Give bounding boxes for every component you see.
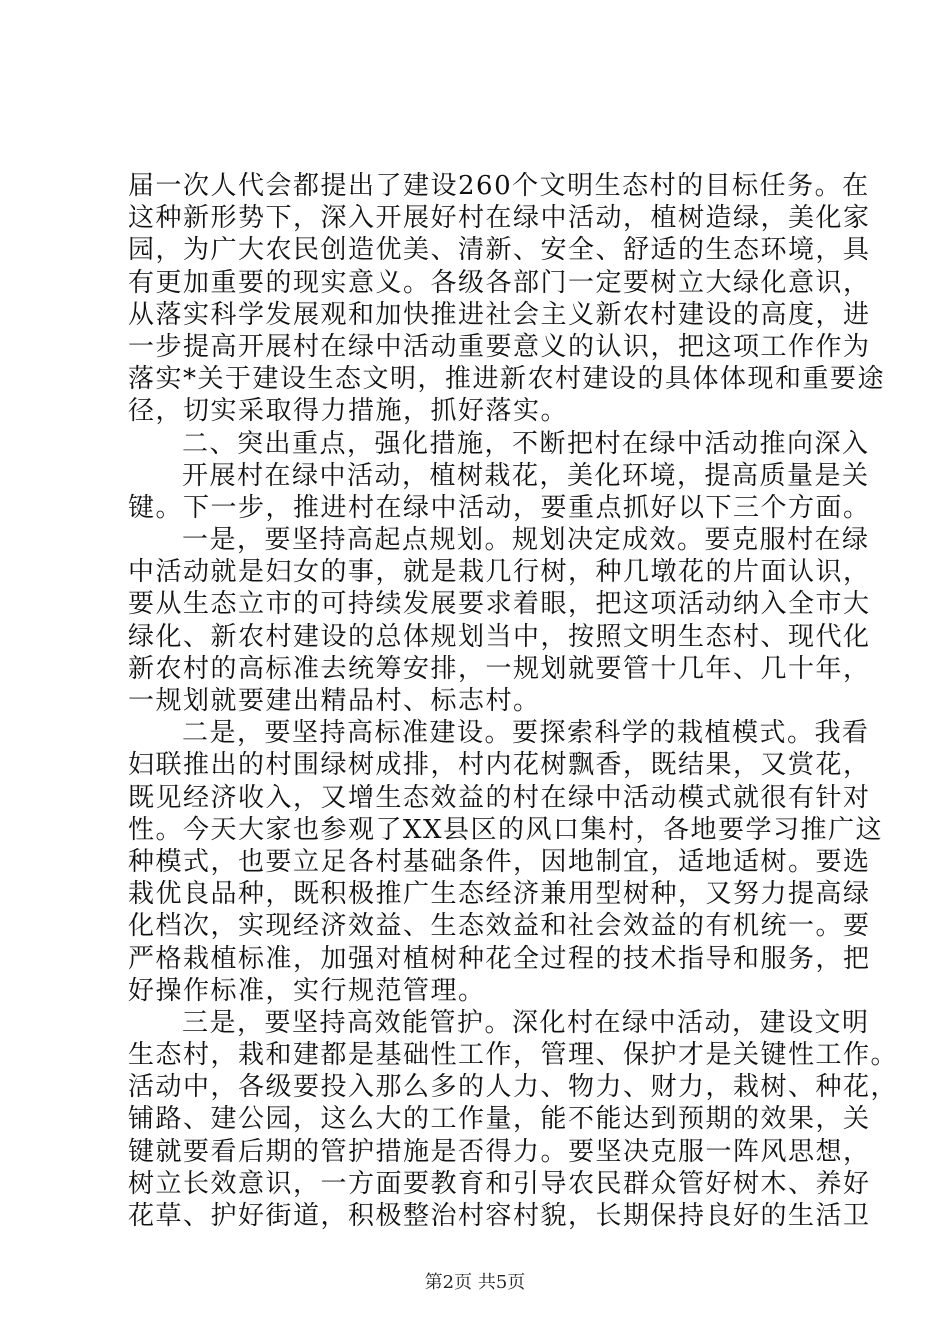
text-line: 落实*关于建设生态文明，推进新农村建设的具体体现和重要途: [128, 364, 886, 395]
text-line: 栽优良品种，既积极推广生态经济兼用型树种，又努力提高绿: [128, 879, 871, 910]
text-line: 树立长效意识，一方面要教育和引导农民群众管好树木、养好: [128, 1168, 871, 1199]
text-line: 性。今天大家也参观了XX县区的风口集村，各地要学习推广这: [128, 814, 884, 845]
text-line: 二、突出重点，强化措施，不断把村在绿中活动推向深入: [182, 428, 870, 459]
text-line: 种模式，也要立足各村基础条件，因地制宜，适地适树。要选: [128, 846, 871, 877]
text-line: 妇联推出的村围绿树成排，村内花树飘香，既结果，又赏花，: [128, 750, 871, 781]
text-line: 届一次人代会都提出了建设260个文明生态村的目标任务。在: [128, 171, 870, 201]
text-line: 严格栽植标准，加强对植树种花全过程的技术指导和服务，把: [128, 943, 871, 974]
text-line: 好操作标准，实行规范管理。: [128, 975, 486, 1006]
text-line: 一规划就要建出精品村、标志村。: [128, 686, 541, 716]
text-line: 花草、护好街道，积极整治村容村貌，长期保持良好的生活卫: [128, 1201, 871, 1231]
text-line: 二是，要坚持高标准建设。要探索科学的栽植模式。我看: [182, 718, 870, 749]
document-body: [128, 170, 899, 1232]
text-line: 园，为广大农民创造优美、清新、安全、舒适的生态环境，具: [128, 235, 871, 266]
text-line: 从落实科学发展观和加快推进社会主义新农村建设的高度，进: [128, 299, 871, 330]
text-line: 三是，要坚持高效能管护。深化村在绿中活动，建设文明: [182, 1007, 870, 1038]
text-line: 绿化、新农村建设的总体规划当中，按照文明生态村、现代化: [128, 621, 871, 652]
text-line: 这种新形势下，深入开展好村在绿中活动，植树造绿，美化家: [128, 203, 871, 234]
text-line: 铺路、建公园，这么大的工作量，能不能达到预期的效果，关: [128, 1104, 871, 1135]
page-footer: 第2页 共5页: [424, 1272, 526, 1293]
text-line: 中活动就是妇女的事，就是栽几行树，种几墩花的片面认识，: [128, 557, 871, 588]
text-line: 既见经济收入，又增生态效益的村在绿中活动模式就很有针对: [128, 782, 871, 813]
text-line: 新农村的高标准去统筹安排，一规划就要管十几年、几十年，: [128, 653, 871, 684]
text-line: 一是，要坚持高起点规划。规划决定成效。要克服村在绿: [182, 525, 870, 556]
text-line: 生态村，栽和建都是基础性工作，管理、保护才是关键性工作。: [128, 1040, 899, 1071]
text-line: 开展村在绿中活动，植树栽花，美化环境，提高质量是关: [182, 460, 870, 491]
text-line: 一步提高开展村在绿中活动重要意义的认识，把这项工作作为: [128, 331, 871, 362]
text-line: 要从生态立市的可持续发展要求着眼，把这项活动纳入全市大: [128, 589, 871, 620]
text-line: 有更加重要的现实意义。各级各部门一定要树立大绿化意识，: [128, 267, 871, 298]
text-line: 键就要看后期的管护措施是否得力。要坚决克服一阵风思想，: [128, 1136, 871, 1167]
text-line: 化档次，实现经济效益、生态效益和社会效益的有机统一。要: [128, 911, 871, 942]
text-line: 径，切实采取得力措施，抓好落实。: [128, 396, 569, 427]
text-line: 活动中，各级要投入那么多的人力、物力、财力，栽树、种花，: [128, 1072, 899, 1103]
text-line: 键。下一步，推进村在绿中活动，要重点抓好以下三个方面。: [128, 492, 871, 523]
